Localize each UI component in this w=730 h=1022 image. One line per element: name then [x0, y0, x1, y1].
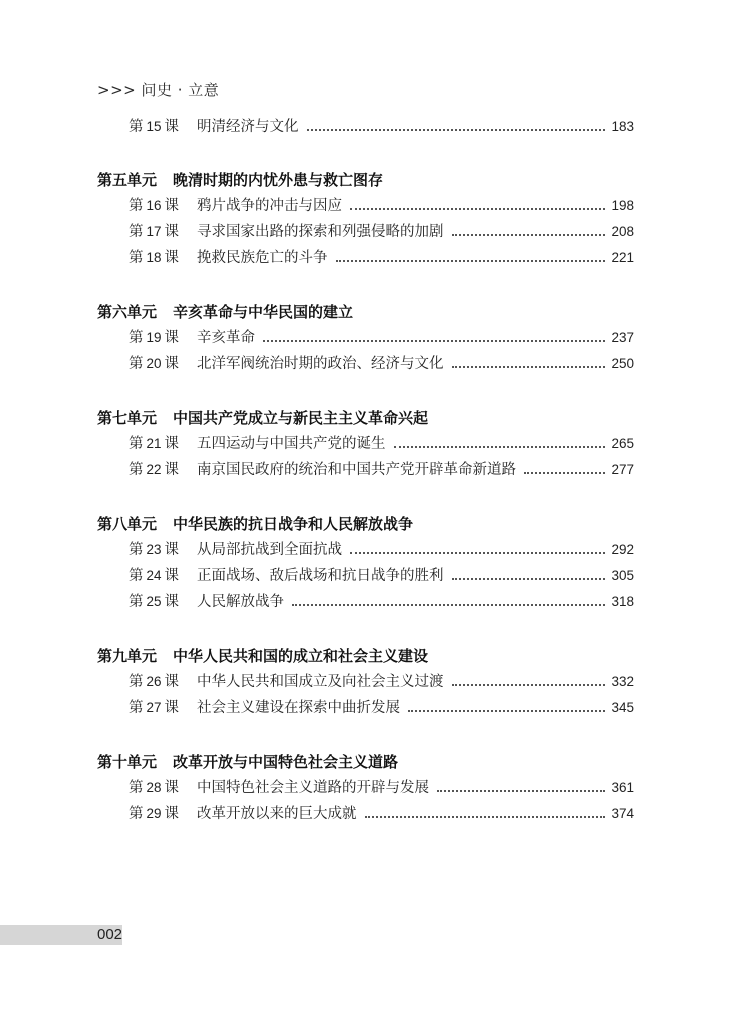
lesson-title: 鸦片战争的冲击与因应	[197, 198, 342, 214]
dot-leader	[452, 233, 606, 236]
unit-heading	[97, 299, 353, 321]
lesson-page-number: 208	[611, 224, 634, 239]
lesson-page-number: 361	[611, 780, 634, 795]
lesson-page-number: 221	[611, 250, 634, 265]
lesson-entry[interactable]	[129, 801, 634, 823]
lesson-page-number: 237	[611, 330, 634, 345]
lesson-number	[129, 435, 197, 453]
lesson-title: 南京国民政府的统治和中国共产党开辟革命新道路	[197, 462, 516, 478]
lesson-number	[129, 223, 197, 241]
lesson-number	[129, 779, 197, 797]
lesson-suffix: 课	[164, 330, 180, 346]
lesson-page-number: 198	[611, 198, 634, 213]
lesson-number-digits: 23	[146, 542, 162, 557]
lesson-title: 社会主义建设在探索中曲折发展	[197, 700, 400, 716]
lesson-number	[129, 329, 197, 347]
lesson-title: 从局部抗战到全面抗战	[197, 542, 342, 558]
dot-leader	[524, 471, 605, 474]
dot-leader	[350, 551, 605, 554]
unit-heading	[97, 511, 413, 533]
unit-title: 中华民族的抗日战争和人民解放战争	[173, 515, 414, 533]
page-number: 002	[97, 926, 123, 943]
lesson-number-digits: 22	[146, 462, 162, 477]
dot-leader	[263, 339, 605, 342]
unit-label: 第七单元	[97, 409, 158, 427]
lesson-suffix: 课	[164, 436, 180, 452]
dot-leader	[437, 789, 605, 792]
lesson-entry[interactable]	[129, 351, 634, 373]
unit-heading	[97, 643, 428, 665]
lesson-entry[interactable]	[129, 669, 634, 691]
lesson-suffix: 课	[164, 224, 180, 240]
lesson-page-number: 332	[611, 674, 634, 689]
lesson-entry[interactable]	[129, 219, 634, 241]
dot-leader	[394, 445, 606, 448]
lesson-suffix: 课	[164, 674, 180, 690]
lesson-number	[129, 118, 197, 136]
lesson-suffix: 课	[164, 700, 180, 716]
lesson-prefix: 第	[129, 568, 144, 584]
lesson-number-digits: 15	[146, 119, 162, 134]
lesson-page-number: 318	[611, 594, 634, 609]
unit-label: 第五单元	[97, 171, 158, 189]
lesson-number	[129, 699, 197, 717]
unit-title: 晚清时期的内忧外患与救亡图存	[173, 171, 384, 189]
lesson-prefix: 第	[129, 806, 144, 822]
lesson-suffix: 课	[164, 568, 180, 584]
lesson-title: 辛亥革命	[197, 330, 255, 346]
lesson-page-number: 183	[611, 119, 634, 134]
lesson-suffix: 课	[164, 250, 180, 266]
lesson-suffix: 课	[164, 356, 180, 372]
lesson-page-number: 292	[611, 542, 634, 557]
lesson-title: 寻求国家出路的探索和列强侵略的加剧	[197, 224, 444, 240]
lesson-number	[129, 593, 197, 611]
lesson-entry[interactable]	[129, 537, 634, 559]
lesson-number-digits: 26	[146, 674, 162, 689]
unit-label: 第六单元	[97, 303, 158, 321]
running-header: >>> 问史 · 立意	[97, 81, 220, 99]
lesson-entry[interactable]	[129, 193, 634, 215]
dot-leader	[350, 207, 605, 210]
unit-label: 第八单元	[97, 515, 158, 533]
lesson-number-digits: 17	[146, 224, 162, 239]
dot-leader	[452, 577, 606, 580]
dot-leader	[336, 259, 606, 262]
dot-leader	[452, 365, 606, 368]
lesson-page-number: 277	[611, 462, 634, 477]
lesson-number	[129, 541, 197, 559]
dot-leader	[408, 709, 605, 712]
lesson-page-number: 250	[611, 356, 634, 371]
lesson-number	[129, 805, 197, 823]
lesson-prefix: 第	[129, 356, 144, 372]
lesson-title: 中华人民共和国成立及向社会主义过渡	[197, 674, 444, 690]
lesson-number	[129, 673, 197, 691]
lesson-entry[interactable]	[129, 589, 634, 611]
lesson-title: 北洋军阀统治时期的政治、经济与文化	[197, 356, 444, 372]
lesson-prefix: 第	[129, 780, 144, 796]
lesson-number	[129, 249, 197, 267]
lesson-suffix: 课	[164, 462, 180, 478]
lesson-entry[interactable]	[129, 563, 634, 585]
unit-heading	[97, 749, 398, 771]
lesson-title: 明清经济与文化	[197, 119, 299, 135]
lesson-suffix: 课	[164, 198, 180, 214]
dot-leader	[365, 815, 606, 818]
lesson-prefix: 第	[129, 198, 144, 214]
dot-leader	[292, 603, 605, 606]
lesson-prefix: 第	[129, 594, 144, 610]
lesson-entry[interactable]	[129, 775, 634, 797]
lesson-number-digits: 29	[146, 806, 162, 821]
lesson-entry[interactable]	[129, 245, 634, 267]
lesson-number-digits: 20	[146, 356, 162, 371]
lesson-number-digits: 16	[146, 198, 162, 213]
lesson-prefix: 第	[129, 542, 144, 558]
lesson-number-digits: 24	[146, 568, 162, 583]
lesson-entry[interactable]	[129, 325, 634, 347]
lesson-title: 改革开放以来的巨大成就	[197, 806, 357, 822]
lesson-number	[129, 197, 197, 215]
lesson-title: 五四运动与中国共产党的诞生	[197, 436, 386, 452]
lesson-suffix: 课	[164, 542, 180, 558]
lesson-number-digits: 19	[146, 330, 162, 345]
lesson-prefix: 第	[129, 330, 144, 346]
lesson-title: 中国特色社会主义道路的开辟与发展	[197, 780, 429, 796]
lesson-title: 人民解放战争	[197, 594, 284, 610]
unit-heading	[97, 167, 383, 189]
unit-title: 改革开放与中国特色社会主义道路	[173, 753, 399, 771]
lesson-number	[129, 461, 197, 479]
lesson-entry[interactable]	[129, 114, 634, 136]
lesson-page-number: 374	[611, 806, 634, 821]
lesson-prefix: 第	[129, 700, 144, 716]
unit-title: 辛亥革命与中华民国的建立	[173, 303, 354, 321]
lesson-prefix: 第	[129, 462, 144, 478]
lesson-entry[interactable]	[129, 695, 634, 717]
lesson-page-number: 265	[611, 436, 634, 451]
lesson-title: 挽救民族危亡的斗争	[197, 250, 328, 266]
lesson-suffix: 课	[164, 806, 180, 822]
lesson-number-digits: 27	[146, 700, 162, 715]
lesson-prefix: 第	[129, 250, 144, 266]
lesson-entry[interactable]	[129, 457, 634, 479]
lesson-title: 正面战场、敌后战场和抗日战争的胜利	[197, 568, 444, 584]
lesson-number-digits: 21	[146, 436, 162, 451]
unit-heading	[97, 405, 428, 427]
lesson-number	[129, 567, 197, 585]
lesson-page-number: 345	[611, 700, 634, 715]
lesson-number-digits: 25	[146, 594, 162, 609]
lesson-prefix: 第	[129, 436, 144, 452]
dot-leader	[307, 128, 606, 131]
lesson-prefix: 第	[129, 224, 144, 240]
lesson-number-digits: 28	[146, 780, 162, 795]
lesson-number-digits: 18	[146, 250, 162, 265]
lesson-entry[interactable]	[129, 431, 634, 453]
dot-leader	[452, 683, 606, 686]
lesson-suffix: 课	[164, 780, 180, 796]
unit-title: 中国共产党成立与新民主主义革命兴起	[173, 409, 429, 427]
lesson-suffix: 课	[164, 594, 180, 610]
unit-title: 中华人民共和国的成立和社会主义建设	[173, 647, 429, 665]
lesson-number	[129, 355, 197, 373]
unit-label: 第九单元	[97, 647, 158, 665]
lesson-suffix: 课	[164, 119, 180, 135]
lesson-prefix: 第	[129, 119, 144, 135]
unit-label: 第十单元	[97, 753, 158, 771]
lesson-page-number: 305	[611, 568, 634, 583]
lesson-prefix: 第	[129, 674, 144, 690]
